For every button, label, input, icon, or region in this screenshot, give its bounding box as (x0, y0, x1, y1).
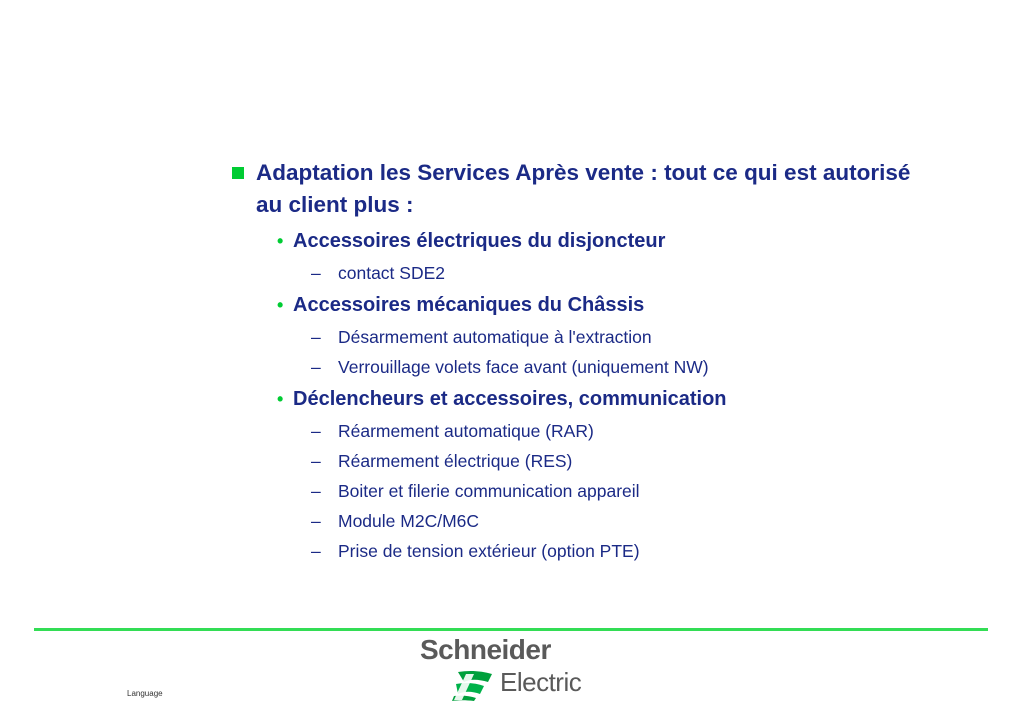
dash-bullet-icon: – (311, 327, 321, 347)
list-item (311, 420, 929, 442)
slide-body (229, 157, 929, 562)
list-item-text: contact SDE2 (338, 263, 445, 283)
dash-bullet-icon: – (311, 421, 321, 441)
dash-bullet-icon: – (311, 481, 321, 501)
section-title-text: Déclencheurs et accessoires, communication (293, 388, 727, 410)
dash-bullet-icon: – (311, 511, 321, 531)
dot-bullet-icon: • (277, 231, 284, 251)
se-leaf-icon (448, 670, 496, 702)
footer-language-label: Language (127, 689, 163, 698)
list-item (311, 356, 929, 378)
section-title-mechanical (277, 292, 929, 318)
section-title-text: Accessoires électriques du disjoncteur (293, 230, 666, 252)
list-item (311, 480, 929, 502)
dot-bullet-icon: • (277, 389, 284, 409)
dash-bullet-icon: – (311, 263, 321, 283)
main-bullet (229, 157, 929, 221)
list-item (311, 326, 929, 348)
section-title-text: Accessoires mécaniques du Châssis (293, 294, 645, 316)
logo-word-electric: Electric (500, 667, 582, 697)
list-item (311, 450, 929, 472)
list-item-text: Module M2C/M6C (338, 511, 480, 531)
list-item-text: Réarmement électrique (RES) (338, 451, 573, 471)
dash-bullet-icon: – (311, 451, 321, 471)
dash-bullet-icon: – (311, 357, 321, 377)
list-item (311, 262, 929, 284)
footer-divider (34, 628, 988, 631)
section-title-communication (277, 386, 929, 412)
logo-word-schneider: Schneider (420, 634, 551, 665)
list-item-text: Réarmement automatique (RAR) (338, 421, 594, 441)
list-item (311, 510, 929, 532)
dot-bullet-icon: • (277, 295, 284, 315)
section-title-electrical (277, 228, 929, 254)
square-bullet-icon (232, 167, 244, 179)
dash-bullet-icon: – (311, 541, 321, 561)
schneider-electric-logo (420, 634, 590, 704)
list-item (311, 540, 929, 562)
list-item-text: Prise de tension extérieur (option PTE) (338, 541, 640, 561)
list-item-text: Désarmement automatique à l'extraction (338, 327, 652, 347)
list-item-text: Verrouillage volets face avant (uniquement NW) (338, 357, 709, 377)
main-heading: Adaptation les Services Après vente : tout ce qui est autorisé au client plus : (256, 160, 911, 217)
list-item-text: Boiter et filerie communication appareil (338, 481, 640, 501)
